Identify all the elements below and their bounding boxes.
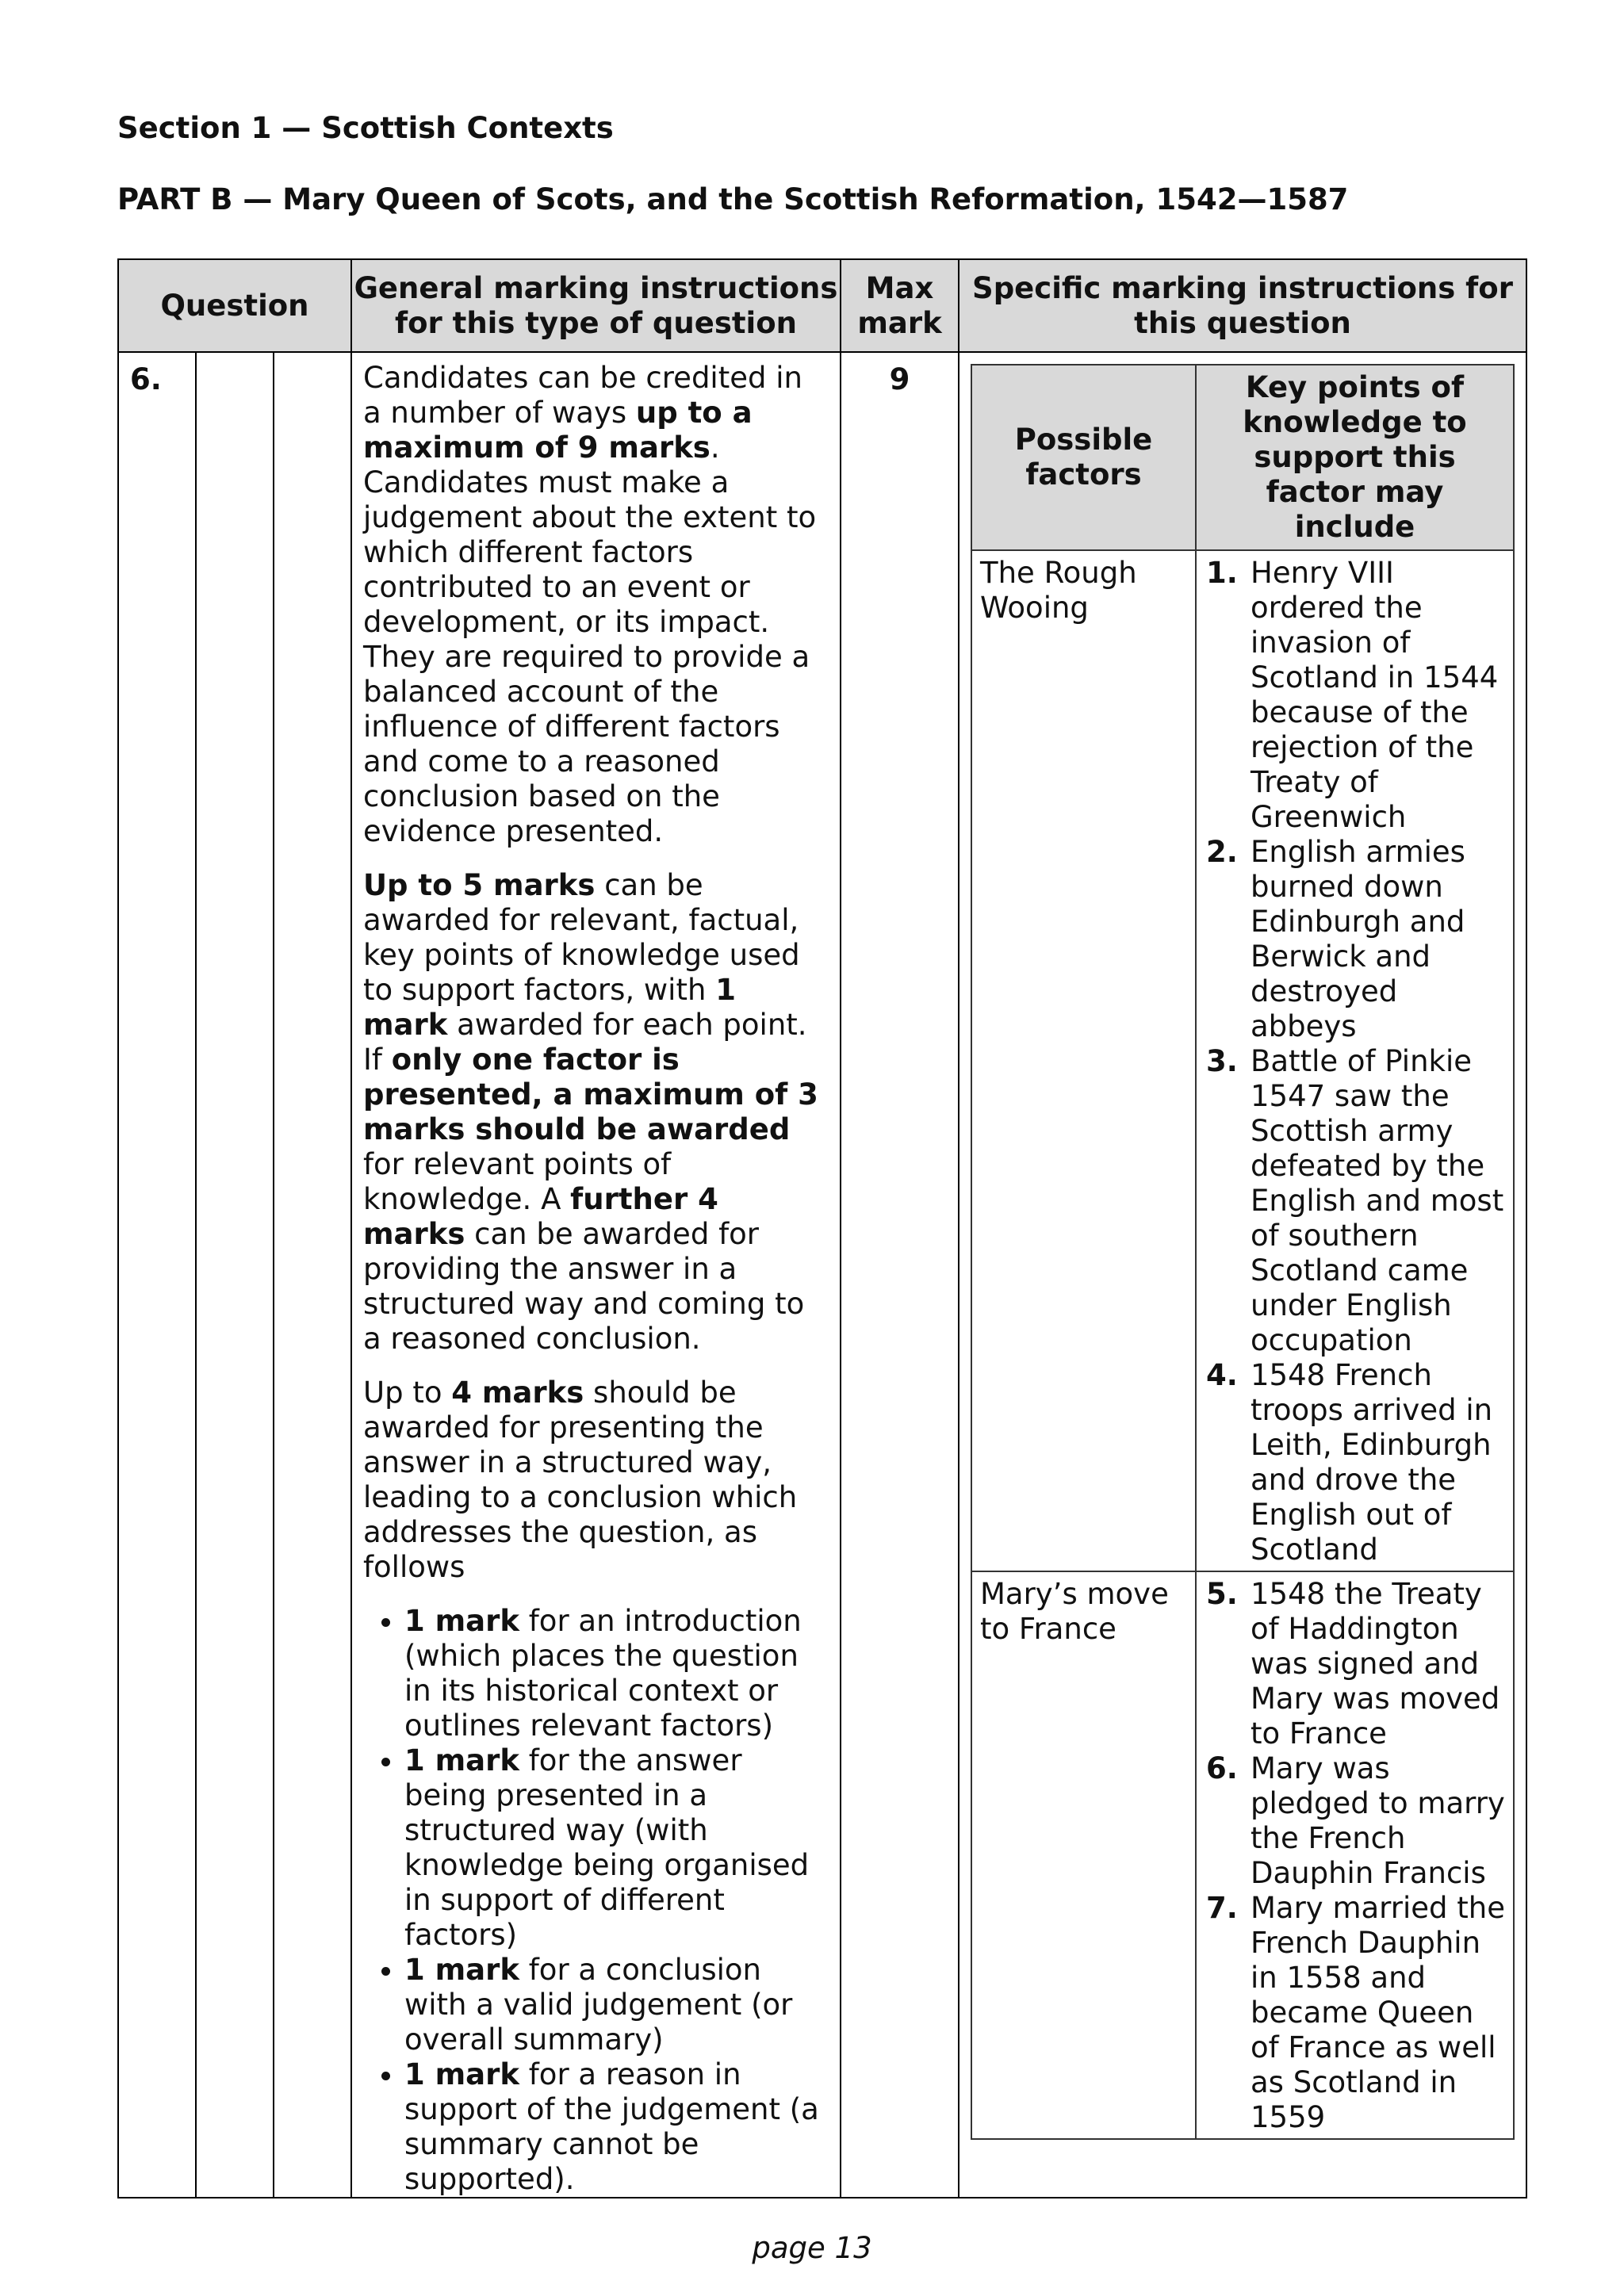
list-item: • 1 mark for the answer being presented in a structured way (with knowledge being organised in support of different factors) [404,1743,829,1953]
factor-name: Mary’s move to France [971,1571,1196,2139]
list-item: • 1 mark for an introduction (which places the question in its historical context or outlines relevant factors) [404,1604,829,1743]
max-mark-header: Max mark [841,259,959,352]
general-instructions-header: General marking instructions for this type of question [351,259,841,352]
key-point: 3. Battle of Pinkie 1547 saw the Scottish army defeated by the English and most of southern Scotland came under English occupation [1206,1044,1504,1357]
possible-factors-header: Possible factors [971,365,1196,550]
section-title: Section 1 — Scottish Contexts [117,111,614,145]
general-instructions [351,352,841,2198]
question-number: 6. [118,352,196,2198]
factor-row-rough-wooing [971,550,1514,1571]
key-point: 2. English armies burned down Edinburgh and Berwick and destroyed abbeys [1206,835,1465,1043]
general-paragraph-1: Candidates can be credited in a number of ways up to a maximum of 9 marks. Candidates must make a judgement about the extent to which different factors contributed to an event or development, or its impact. They are required to provide a balanced account of the influence of different factors and come to a reasoned conclusion based on the evidence presented. [363,361,817,848]
part-title: PART B — Mary Queen of Scots, and the Scottish Reformation, 1542—1587 [117,182,1349,216]
key-points-header: Key points of knowledge to support this factor may include [1196,365,1514,550]
header-row [118,259,1526,352]
factor-name: The Rough Wooing [971,550,1196,1571]
factor-row-marys-move-to-france [971,1571,1514,2139]
key-points [1196,1571,1514,2139]
general-paragraph-3: Up to 4 marks should be awarded for presenting the answer in a structured way, leading to a conclusion which addresses the question, as follows [363,1376,798,1584]
question-row [118,352,1526,2198]
key-point: 7. Mary married the French Dauphin in 1558 and became Queen of France as well as Scotland in 1559 [1206,1891,1505,2134]
specific-instructions [959,352,1526,2198]
max-mark-value: 9 [841,352,959,2198]
factors-header-row [971,365,1514,550]
key-point: 1. Henry VIII ordered the invasion of Scotland in 1544 because of the rejection of the Treaty of Greenwich [1206,556,1499,834]
general-paragraph-2: Up to 5 marks can be awarded for relevant, factual, key points of knowledge used to support factors, with 1 mark awarded for each point. If only one factor is presented, a maximum of 3 marks should be awarded for relevant points of knowledge. A further 4 marks can be awarded for providing the answer in a structured way and coming to a reasoned conclusion. [363,868,818,1356]
sub-question-cell [196,352,274,2198]
key-point: 6. Mary was pledged to marry the French Dauphin Francis [1206,1751,1505,1890]
list-item: • 1 mark for a conclusion with a valid judgement (or overall summary) [404,1953,829,2057]
list-item: • 1 mark for a reason in support of the judgement (a summary cannot be supported). [404,2057,829,2197]
factors-table [971,364,1515,2140]
marking-table [117,258,1527,2198]
question-header: Question [118,259,351,352]
key-point: 4. 1548 French troops arrived in Leith, Edinburgh and drove the English out of Scotland [1206,1358,1493,1567]
sub-sub-question-cell [274,352,351,2198]
page-number: page 13 [752,2231,872,2265]
specific-instructions-header: Specific marking instructions for this question [959,259,1526,352]
key-points [1196,550,1514,1571]
key-point: 5. 1548 the Treaty of Haddington was signed and Mary was moved to France [1206,1577,1500,1751]
structure-marks-list [363,1604,829,2197]
